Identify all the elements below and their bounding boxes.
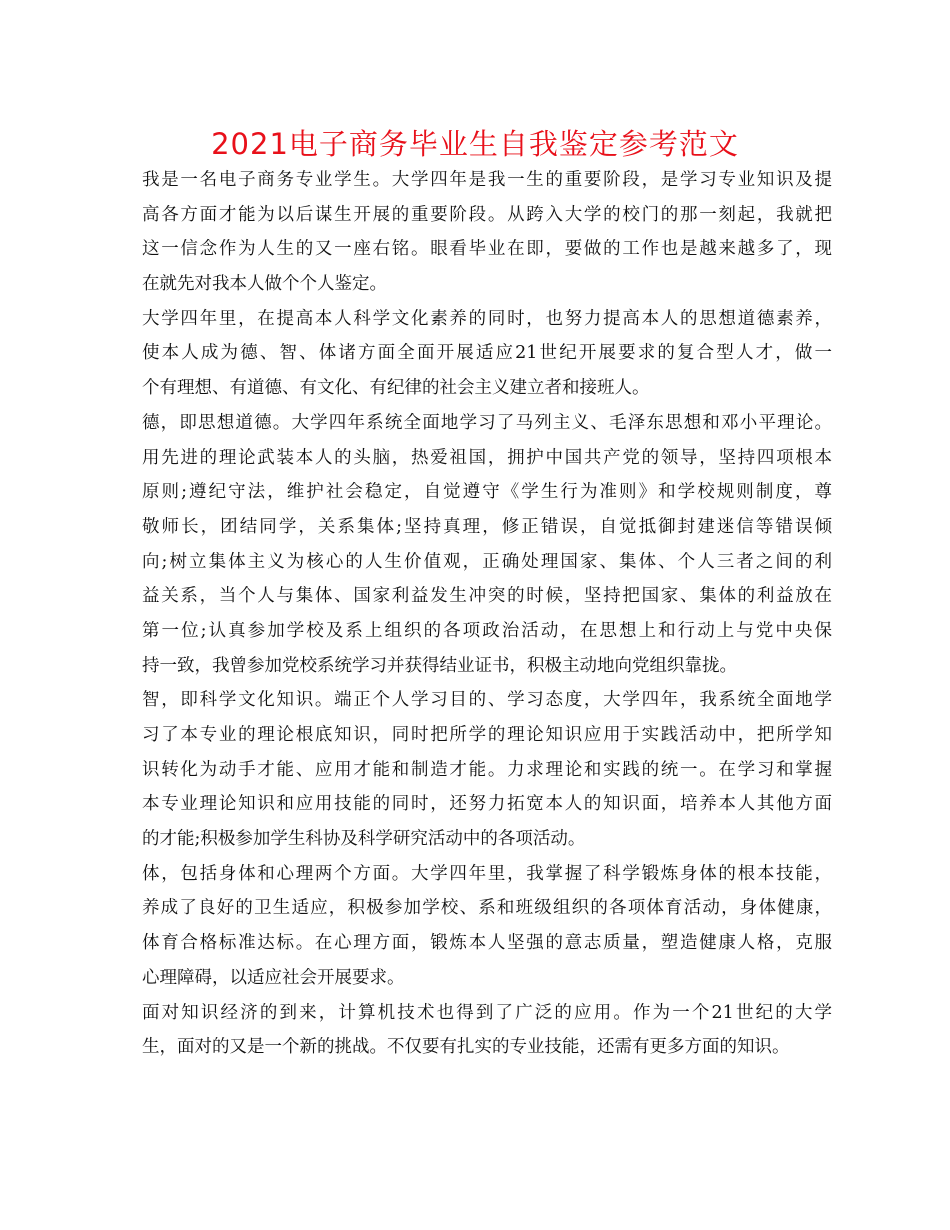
- text-line: 使本人成为德、智、体诸方面全面开展适应21世纪开展要求的复合型人才，做一: [142, 343, 832, 364]
- text-line: 德，即思想道德。大学四年系统全面地学习了马列主义、毛泽东思想和邓小平理论。: [142, 412, 832, 433]
- text-line: 高各方面才能为以后谋生开展的重要阶段。从跨入大学的校门的那一刻起，我就把: [142, 204, 832, 225]
- text-line: 生，面对的又是一个新的挑战。不仅要有扎实的专业技能，还需有更多方面的知识。: [142, 1037, 790, 1058]
- paragraph-physical: [142, 857, 832, 996]
- text-line: 体育合格标准达标。在心理方面，锻炼本人坚强的意志质量，塑造健康人格，克服: [142, 933, 832, 954]
- text-line: 原则;遵纪守法，维护社会稳定，自觉遵守《学生行为准则》和学校规则制度，尊: [142, 482, 832, 503]
- document-title: 2021电子商务毕业生自我鉴定参考范文: [211, 127, 739, 161]
- text-line: 的才能;积极参加学生科协及科学研究活动中的各项活动。: [142, 829, 586, 850]
- text-line: 这一信念作为人生的又一座右铭。眼看毕业在即，要做的工作也是越来越多了，现: [142, 239, 832, 260]
- text-line: 第一位;认真参加学校及系上组织的各项政治活动，在思想上和行动上与党中央保: [142, 620, 832, 641]
- text-line: 本专业理论知识和应用技能的同时，还努力拓宽本人的知识面，培养本人其他方面: [142, 794, 832, 815]
- document-body: [142, 163, 832, 1065]
- text-line: 面对知识经济的到来，计算机技术也得到了广泛的应用。作为一个21世纪的大学: [142, 1002, 832, 1023]
- text-line: 识转化为动手才能、应用才能和制造才能。力求理论和实践的统一。在学习和掌握: [142, 759, 832, 780]
- text-line: 在就先对我本人做个个人鉴定。: [142, 274, 387, 295]
- text-line: 大学四年里，在提高本人科学文化素养的同时，也努力提高本人的思想道德素养，: [142, 308, 832, 329]
- text-line: 持一致，我曾参加党校系统学习并获得结业证书，积极主动地向党组织靠拢。: [142, 655, 737, 676]
- text-line: 敬师长，团结同学，关系集体;坚持真理，修正错误，自觉抵御封建迷信等错误倾: [142, 516, 832, 537]
- paragraph-morality: [142, 406, 832, 684]
- text-line: 心理障碍，以适应社会开展要求。: [142, 967, 405, 988]
- paragraph-overview: [142, 302, 832, 406]
- text-line: 向;树立集体主义为核心的人生价值观，正确处理国家、集体、个人三者之间的利: [142, 551, 832, 572]
- text-line: 体，包括身体和心理两个方面。大学四年里，我掌握了科学锻炼身体的根本技能，: [142, 863, 832, 884]
- paragraph-knowledge-economy: [142, 996, 832, 1065]
- text-line: 用先进的理论武装本人的头脑，热爱祖国，拥护中国共产党的领导，坚持四项根本: [142, 447, 832, 468]
- text-line: 智，即科学文化知识。端正个人学习目的、学习态度，大学四年，我系统全面地学: [142, 690, 832, 711]
- text-line: 养成了良好的卫生适应，积极参加学校、系和班级组织的各项体育活动，身体健康，: [142, 898, 832, 919]
- text-line: 益关系，当个人与集体、国家利益发生冲突的时候，坚持把国家、集体的利益放在: [142, 586, 832, 607]
- text-line: 习了本专业的理论根底知识，同时把所学的理论知识应用于实践活动中，把所学知: [142, 725, 832, 745]
- paragraph-intro: [142, 163, 832, 302]
- text-line: 我是一名电子商务专业学生。大学四年是我一生的重要阶段，是学习专业知识及提: [142, 170, 832, 190]
- paragraph-intellect: [142, 683, 832, 856]
- text-line: 个有理想、有道德、有文化、有纪律的社会主义建立者和接班人。: [142, 378, 650, 399]
